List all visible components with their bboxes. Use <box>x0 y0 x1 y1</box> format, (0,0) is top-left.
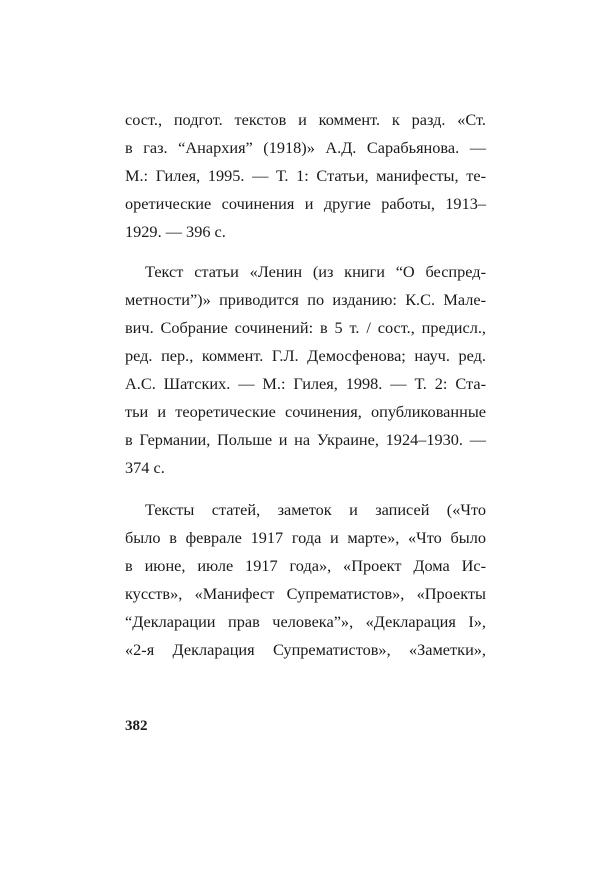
text-line: ред. пер., коммент. Г.Л. Демосфенова; науч. ред. <box>125 346 486 365</box>
paragraph-bibliography-1 <box>125 106 486 246</box>
text-line: 374 с. <box>125 458 165 477</box>
text-line: Текст статьи «Ленин (из книги “О беспред- <box>145 262 486 281</box>
text-line: сост., подгот. текстов и коммент. к разд. «Ст. <box>125 110 486 129</box>
text-line: в июне, июле 1917 года», «Проект Дома Ис- <box>125 556 486 575</box>
text-line: «2-я Декларация Супрематистов», «Заметки», <box>125 640 486 659</box>
paragraph-bibliography-3 <box>125 496 486 664</box>
text-line: в Германии, Польше и на Украине, 1924–1930. — <box>125 430 486 449</box>
text-line: кусств», «Манифест Супрематистов», «Проекты <box>125 584 486 603</box>
text-line: оретические сочинения и другие работы, 1913– <box>125 194 486 213</box>
text-line: М.: Гилея, 1995. — Т. 1: Статьи, манифесты, те- <box>125 166 486 185</box>
text-line: Тексты статей, заметок и записей («Что <box>145 500 486 519</box>
text-line: “Декларации прав человека”», «Декларация I», <box>125 612 486 631</box>
text-line: вич. Собрание сочинений: в 5 т. / сост., предисл., <box>125 318 486 337</box>
text-line: метности”)» приводится по изданию: К.С. Мале- <box>125 290 486 309</box>
text-line: в газ. “Анархия” (1918)» А.Д. Сарабьянова. — <box>125 138 486 157</box>
text-line: тьи и теоретические сочинения, опубликованные <box>125 402 486 421</box>
page-number: 382 <box>125 718 148 734</box>
text-line: 1929. — 396 с. <box>125 222 226 241</box>
text-line: было в феврале 1917 года и марте», «Что было <box>125 528 486 547</box>
text-line: А.С. Шатских. — М.: Гилея, 1998. — Т. 2: Ста- <box>125 374 486 393</box>
paragraph-bibliography-2 <box>125 258 486 482</box>
